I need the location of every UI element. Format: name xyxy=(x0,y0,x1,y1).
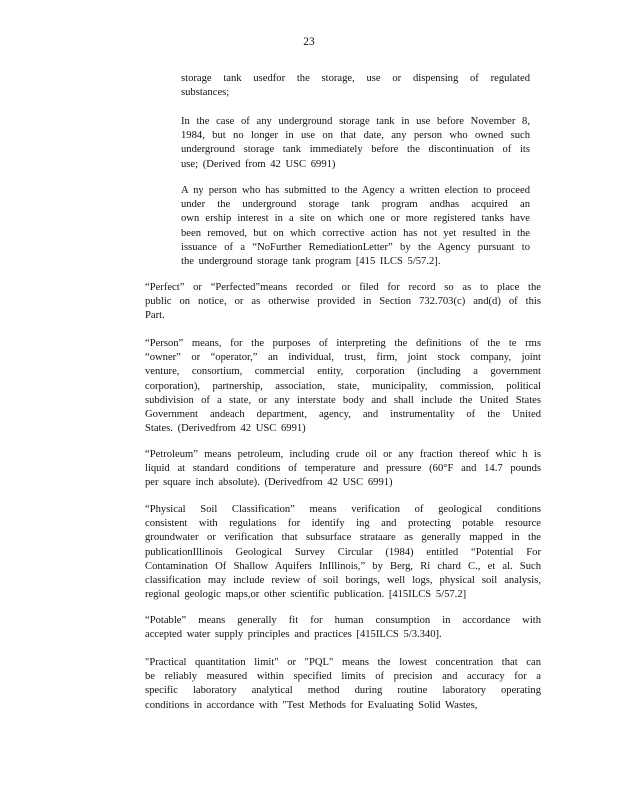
definition-petroleum xyxy=(145,448,541,491)
indented-paragraph xyxy=(181,72,530,100)
definition-person xyxy=(145,337,541,436)
text-line: corporation), partnership, association, state, municipality, commission, political xyxy=(145,380,541,392)
text-line: use; (Derived from 42 USC 6991) xyxy=(181,158,336,170)
text-line: “Person” means, for the purposes of interpreting the definitions of the te rms xyxy=(145,338,541,349)
text-line: the underground storage tank program [415 ILCS 5/57.2]. xyxy=(181,256,441,268)
text-line: “Perfect” or “Perfected”means recorded or filed for record so as to place the xyxy=(145,282,541,293)
text-line: be reliably measured within specified limits of precision and accuracy for a xyxy=(145,671,541,683)
text-line: storage tank usedfor the storage, use or dispensing of regulated xyxy=(181,73,530,84)
text-line: publicationIllinois Geological Survey Circular (1984) entitled “Potential For xyxy=(145,546,541,558)
indented-paragraph xyxy=(181,184,530,269)
page-number: 23 xyxy=(303,36,315,48)
text-line: “Petroleum” means petroleum, including crude oil or any fraction thereof whic h is xyxy=(145,449,541,460)
text-line: 1984, but no longer in use on that date, any person who owned such xyxy=(181,130,530,142)
definition-potable xyxy=(145,614,541,642)
definition-practical-quantitation-limit xyxy=(145,656,541,713)
text-line: underground storage tank immediately before the discontinuation of its xyxy=(181,144,530,156)
text-line: liquid at standard conditions of temperature and pressure (60°F and 14.7 pounds xyxy=(145,463,541,475)
text-line: “owner” or “operator,” an individual, trust, firm, joint stock company, joint xyxy=(145,352,541,364)
text-line: States. (Derivedfrom 42 USC 6991) xyxy=(145,423,306,435)
text-line: per square inch absolute). (Derivedfrom 42 USC 6991) xyxy=(145,477,393,489)
text-line: Government andeach department, agency, and instrumentality of the United xyxy=(145,409,541,421)
text-line: groundwater or verification that subsurface strataare as generally mapped in the xyxy=(145,532,541,544)
text-line: "Practical quantitation limit" or "PQL" means the lowest concentration that can xyxy=(145,657,541,668)
text-line: accepted water supply principles and practices [415ILCS 5/3.340]. xyxy=(145,629,442,641)
definition-perfect xyxy=(145,281,541,324)
text-line: “Physical Soil Classification” means verification of geological conditions xyxy=(145,504,541,515)
text-line: specific laboratory analytical method during routine laboratory operating xyxy=(145,685,541,697)
text-line: substances; xyxy=(181,87,230,99)
text-line: “Potable” means generally fit for human consumption in accordance with xyxy=(145,615,541,626)
text-line: consistent with regulations for identify ing and protecting potable resource xyxy=(145,518,541,530)
text-line: venture, consortium, commercial entity, corporation (including a government xyxy=(145,366,541,378)
text-line: subdivision of a state, or any interstate body and shall include the United States xyxy=(145,394,541,406)
text-line: regional geologic maps,or other scientific publication. [415ILCS 5/57.2] xyxy=(145,589,467,601)
text-line: A ny person who has submitted to the Agency a written election to proceed xyxy=(181,185,530,196)
text-line: been removed, but on which corrective action has not yet resulted in the xyxy=(181,227,530,239)
definition-physical-soil-classification xyxy=(145,503,541,602)
text-line: public on notice, or as otherwise provided in Section 732.703(c) and(d) of this xyxy=(145,296,541,308)
text-line: issuance of a “NoFurther RemediationLetter” by the Agency pursuant to xyxy=(181,241,530,253)
text-line: In the case of any underground storage tank in use before November 8, xyxy=(181,116,530,127)
text-line: own ership interest in a site on which one or more registered tanks have xyxy=(181,213,530,225)
text-line: Part. xyxy=(145,310,165,322)
text-line: Contamination Of Shallow Aquifers InIllinois,” by Berg, Ri chard C., et al. Such xyxy=(145,560,541,572)
text-line: classification may include review of soil borings, well logs, physical soil analysis, xyxy=(145,575,541,587)
indented-paragraph xyxy=(181,115,530,172)
text-line: under the underground storage tank program andhas acquired an xyxy=(181,199,530,211)
text-line: conditions in accordance with "Test Methods for Evaluating Solid Wastes, xyxy=(145,699,478,711)
